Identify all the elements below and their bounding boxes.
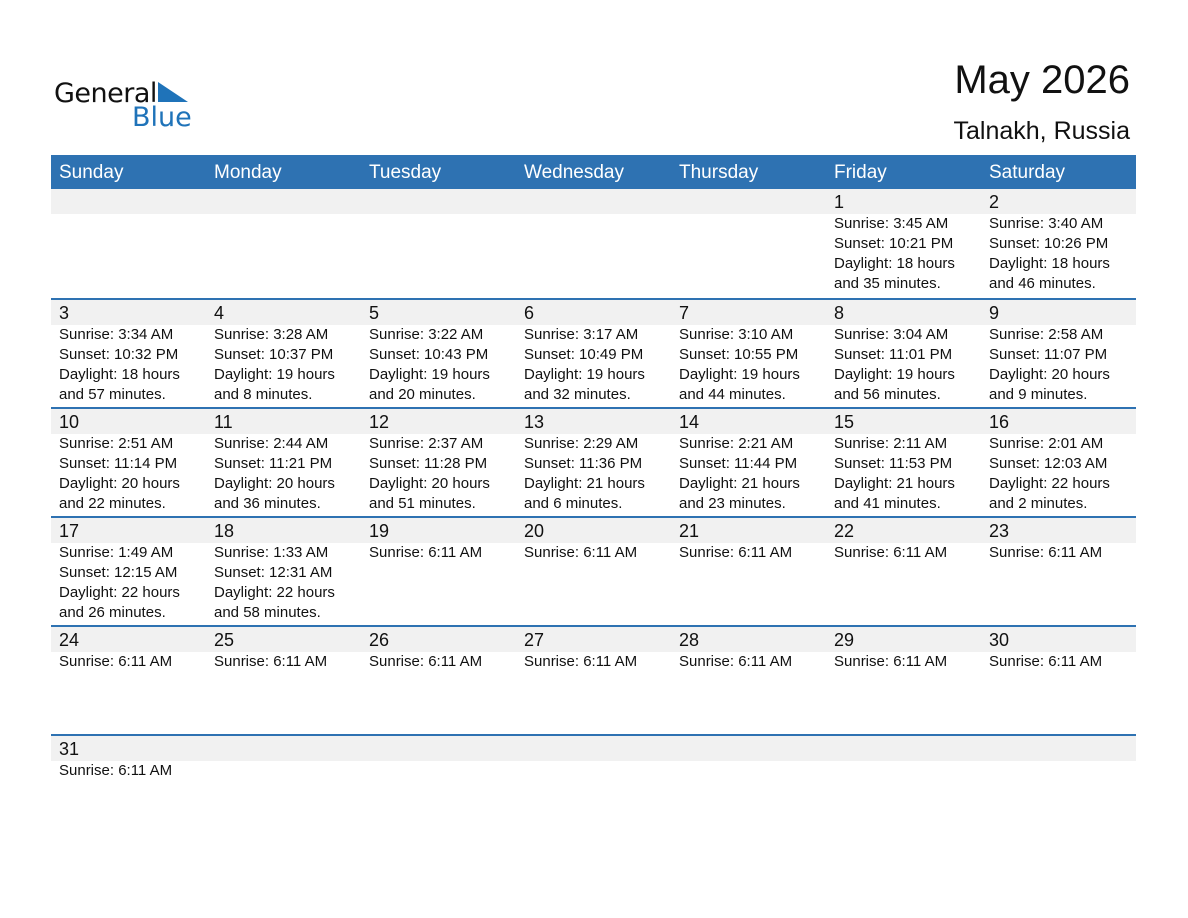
sun-info-line: and 51 minutes. <box>369 495 476 512</box>
sun-info-line: Daylight: 22 hours <box>989 475 1110 492</box>
sun-info-line: and 56 minutes. <box>834 386 941 403</box>
sun-info-line: Daylight: 20 hours <box>989 366 1110 383</box>
day-number: 3 <box>59 303 70 323</box>
sun-info-line: and 57 minutes. <box>59 386 166 403</box>
day-number: 27 <box>524 630 545 650</box>
day-number: 31 <box>59 739 80 759</box>
sun-info-line: Sunset: 11:21 PM <box>214 455 333 472</box>
day-number: 16 <box>989 412 1010 432</box>
sun-info-line: Daylight: 22 hours <box>59 584 180 601</box>
sun-info-line: Daylight: 21 hours <box>834 475 955 492</box>
sun-info-line: Sunset: 10:32 PM <box>59 346 179 363</box>
day-number: 20 <box>524 521 545 541</box>
weekday-thursday: Thursday <box>679 162 759 183</box>
day-cell <box>826 189 981 298</box>
sun-info-line: Sunrise: 6:11 AM <box>214 653 328 670</box>
sun-info-line: Sunset: 11:01 PM <box>834 346 953 363</box>
day-cell <box>826 518 981 625</box>
sun-info-line: Sunrise: 3:17 AM <box>524 326 639 343</box>
day-number: 7 <box>679 303 690 323</box>
sun-info-line: Sunrise: 2:58 AM <box>989 326 1104 343</box>
sun-info-line: and 9 minutes. <box>989 386 1088 403</box>
sun-info-line: Sunrise: 2:44 AM <box>214 435 329 452</box>
day-cell <box>981 627 1136 734</box>
week-row <box>51 407 1136 516</box>
empty-cell <box>826 736 981 843</box>
sun-info-line: Sunset: 12:15 AM <box>59 564 178 581</box>
sun-info-line: and 26 minutes. <box>59 604 166 621</box>
logo-blue-text: Blue <box>132 102 192 133</box>
day-cell <box>206 300 361 407</box>
day-cell <box>51 300 206 407</box>
sun-info-line: Daylight: 19 hours <box>214 366 335 383</box>
sun-info-line: Sunset: 12:03 AM <box>989 455 1108 472</box>
weekday-header <box>51 155 1136 189</box>
sun-info-line: Sunset: 10:43 PM <box>369 346 489 363</box>
sun-info-line: Sunset: 11:53 PM <box>834 455 953 472</box>
sun-info-line: Sunset: 12:31 AM <box>214 564 333 581</box>
sun-info-line: Sunrise: 2:37 AM <box>369 435 484 452</box>
weekday-tuesday: Tuesday <box>369 162 442 183</box>
sun-info-line: Sunrise: 3:04 AM <box>834 326 949 343</box>
week-row <box>51 189 1136 298</box>
weekday-friday: Friday <box>834 162 887 183</box>
day-number: 2 <box>989 192 1000 212</box>
sun-info-line: Daylight: 19 hours <box>679 366 800 383</box>
day-cell <box>981 409 1136 516</box>
sun-info-line: and 46 minutes. <box>989 275 1096 292</box>
sun-info-line: Sunrise: 6:11 AM <box>524 544 638 561</box>
sun-info-line: Daylight: 20 hours <box>59 475 180 492</box>
day-number: 5 <box>369 303 380 323</box>
sun-info-line: Sunrise: 6:11 AM <box>59 762 173 779</box>
day-number: 15 <box>834 412 855 432</box>
empty-cell <box>516 736 671 843</box>
day-cell <box>361 627 516 734</box>
weekday-saturday: Saturday <box>989 162 1066 183</box>
week-row <box>51 734 1136 843</box>
sun-info-line: Sunrise: 6:11 AM <box>524 653 638 670</box>
sun-info-line: Sunset: 11:36 PM <box>524 455 643 472</box>
empty-cell <box>206 736 361 843</box>
day-cell <box>206 627 361 734</box>
day-cell <box>361 300 516 407</box>
day-cell <box>51 627 206 734</box>
sun-info-line: and 8 minutes. <box>214 386 313 403</box>
sun-info-line: and 32 minutes. <box>524 386 631 403</box>
sun-info-line: and 6 minutes. <box>524 495 623 512</box>
location-subtitle: Talnakh, Russia <box>953 117 1130 145</box>
day-number: 26 <box>369 630 390 650</box>
sun-info-line: Daylight: 18 hours <box>59 366 180 383</box>
sun-info-line: Sunrise: 2:11 AM <box>834 435 948 452</box>
sun-info-line: Sunset: 11:14 PM <box>59 455 178 472</box>
sun-info-line: Sunrise: 6:11 AM <box>834 544 948 561</box>
day-number: 19 <box>369 521 390 541</box>
day-cell <box>981 518 1136 625</box>
empty-cell <box>361 736 516 843</box>
day-cell <box>981 189 1136 298</box>
day-cell <box>671 300 826 407</box>
empty-cell <box>516 189 671 298</box>
day-number: 13 <box>524 412 545 432</box>
sun-info-line: Sunrise: 6:11 AM <box>834 653 948 670</box>
sun-info-line: Sunrise: 6:11 AM <box>59 653 173 670</box>
day-cell <box>516 300 671 407</box>
sun-info-line: and 58 minutes. <box>214 604 321 621</box>
week-row <box>51 516 1136 625</box>
sun-info-line: Daylight: 22 hours <box>214 584 335 601</box>
day-number: 29 <box>834 630 855 650</box>
sun-info-line: Sunrise: 6:11 AM <box>369 544 483 561</box>
day-cell <box>516 409 671 516</box>
day-cell <box>826 300 981 407</box>
sun-info-line: Sunrise: 3:40 AM <box>989 215 1104 232</box>
sun-info-line: Sunrise: 6:11 AM <box>679 653 793 670</box>
weekday-wednesday: Wednesday <box>524 162 624 183</box>
sun-info-line: Sunrise: 6:11 AM <box>369 653 483 670</box>
sun-info-line: Sunset: 10:21 PM <box>834 235 954 252</box>
empty-cell <box>671 736 826 843</box>
sun-info-line: Daylight: 18 hours <box>834 255 955 272</box>
sun-info-line: Sunset: 11:44 PM <box>679 455 798 472</box>
day-cell <box>361 409 516 516</box>
day-cell <box>361 518 516 625</box>
day-number: 25 <box>214 630 235 650</box>
day-number: 24 <box>59 630 80 650</box>
page-title: May 2026 <box>954 58 1130 102</box>
sun-info-line: Sunset: 10:49 PM <box>524 346 644 363</box>
day-number: 14 <box>679 412 700 432</box>
empty-cell <box>981 736 1136 843</box>
day-cell <box>516 518 671 625</box>
sun-info-line: Daylight: 18 hours <box>989 255 1110 272</box>
sun-info-line: Sunset: 10:26 PM <box>989 235 1109 252</box>
day-number: 8 <box>834 303 845 323</box>
day-cell <box>51 736 206 843</box>
day-cell <box>51 409 206 516</box>
logo-general-text: General <box>54 78 157 109</box>
day-cell <box>671 627 826 734</box>
sun-info-line: and 20 minutes. <box>369 386 476 403</box>
sun-info-line: and 41 minutes. <box>834 495 941 512</box>
weekday-sunday: Sunday <box>59 162 124 183</box>
day-number: 9 <box>989 303 1000 323</box>
sun-info-line: Sunset: 11:07 PM <box>989 346 1108 363</box>
day-number: 22 <box>834 521 855 541</box>
sun-info-line: Daylight: 21 hours <box>679 475 800 492</box>
sun-info-line: and 44 minutes. <box>679 386 786 403</box>
sun-info-line: and 36 minutes. <box>214 495 321 512</box>
sun-info-line: Sunset: 10:37 PM <box>214 346 334 363</box>
sun-info-line: and 2 minutes. <box>989 495 1088 512</box>
day-cell <box>826 409 981 516</box>
day-number: 23 <box>989 521 1010 541</box>
day-number: 30 <box>989 630 1010 650</box>
sun-info-line: Daylight: 19 hours <box>369 366 490 383</box>
day-number: 1 <box>834 192 845 212</box>
sun-info-line: Sunrise: 2:29 AM <box>524 435 639 452</box>
day-number: 21 <box>679 521 700 541</box>
day-cell <box>51 518 206 625</box>
sun-info-line: Sunrise: 2:21 AM <box>679 435 794 452</box>
sun-info-line: Sunrise: 3:45 AM <box>834 215 949 232</box>
sun-info-line: Sunrise: 2:51 AM <box>59 435 174 452</box>
sun-info-line: Sunrise: 6:11 AM <box>989 653 1103 670</box>
sun-info-line: Daylight: 20 hours <box>214 475 335 492</box>
week-row <box>51 298 1136 407</box>
logo-triangle-icon <box>158 82 188 102</box>
sun-info-line: Sunrise: 2:01 AM <box>989 435 1104 452</box>
sun-info-line: Sunrise: 1:33 AM <box>214 544 329 561</box>
empty-cell <box>671 189 826 298</box>
sun-info-line: Daylight: 21 hours <box>524 475 645 492</box>
day-cell <box>671 409 826 516</box>
sun-info-line: and 22 minutes. <box>59 495 166 512</box>
empty-cell <box>361 189 516 298</box>
sun-info-line: and 35 minutes. <box>834 275 941 292</box>
day-number: 10 <box>59 412 80 432</box>
day-number: 11 <box>214 412 233 432</box>
sun-info-line: Sunrise: 6:11 AM <box>679 544 793 561</box>
day-cell <box>826 627 981 734</box>
day-cell <box>671 518 826 625</box>
day-number: 6 <box>524 303 535 323</box>
day-cell <box>206 518 361 625</box>
day-cell <box>206 409 361 516</box>
empty-cell <box>51 189 206 298</box>
sun-info-line: Daylight: 19 hours <box>524 366 645 383</box>
weekday-monday: Monday <box>214 162 282 183</box>
sun-info-line: Sunset: 11:28 PM <box>369 455 488 472</box>
sun-info-line: and 23 minutes. <box>679 495 786 512</box>
day-number: 28 <box>679 630 700 650</box>
day-number: 12 <box>369 412 390 432</box>
week-row <box>51 625 1136 734</box>
day-number: 4 <box>214 303 225 323</box>
day-cell <box>516 627 671 734</box>
sun-info-line: Sunrise: 1:49 AM <box>59 544 174 561</box>
sun-info-line: Daylight: 19 hours <box>834 366 955 383</box>
sun-info-line: Sunrise: 3:28 AM <box>214 326 329 343</box>
calendar-grid <box>51 189 1136 843</box>
sun-info-line: Daylight: 20 hours <box>369 475 490 492</box>
sun-info-line: Sunrise: 6:11 AM <box>989 544 1103 561</box>
sun-info-line: Sunset: 10:55 PM <box>679 346 799 363</box>
sun-info-line: Sunrise: 3:22 AM <box>369 326 484 343</box>
empty-cell <box>206 189 361 298</box>
day-number: 17 <box>59 521 80 541</box>
sun-info-line: Sunrise: 3:10 AM <box>679 326 794 343</box>
day-number: 18 <box>214 521 235 541</box>
day-cell <box>981 300 1136 407</box>
sun-info-line: Sunrise: 3:34 AM <box>59 326 174 343</box>
